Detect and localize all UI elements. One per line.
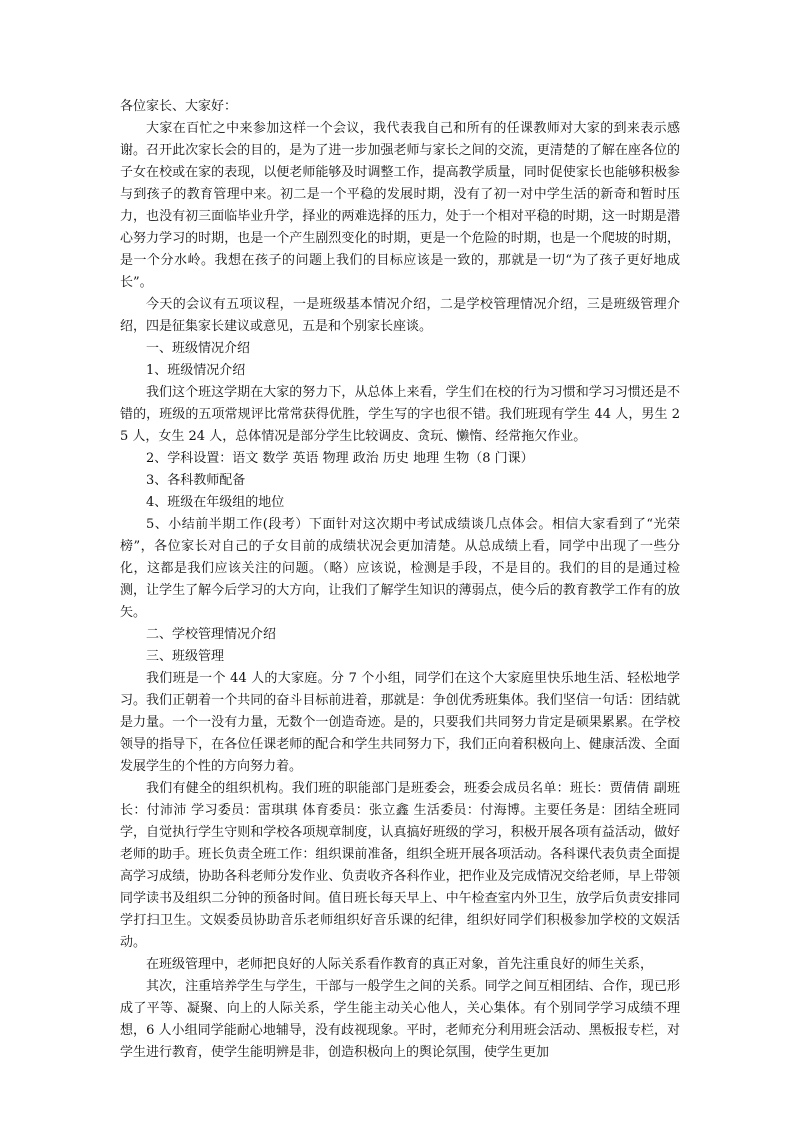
subheading-teachers: 3、各科教师配备 [146, 473, 246, 488]
class-family-paragraph: 我们班是一个 44 人的大家庭。分 7 个小组，同学们在这个大家庭里快乐地生活、轻松地学习。我们正朝着一个共同的奋斗目标前进着，那就是：争创优秀班集体。我们坚信一句话：团结就是力量。一个一没有力量，无数个一创造奇迹。是的，只要我们共同努力肯定是硕果累累。在学校领导的指导下，在各位任课老师的配合和学生共同努力下，我们正向着积极向上、健康活泼、全面发展学生的个性的方向努力着。 [120, 671, 680, 774]
salutation: 各位家长、大家好： [120, 99, 238, 114]
organization-paragraph: 我们有健全的组织机构。我们班的职能部门是班委会，班委会成员名单：班长：贾倩倩 副班长：付沛沛 学习委员：雷琪琪 体育委员：张立鑫 生活委员：付海博。主要任务是：团结全班同学，自觉执行学生守则和学校各项规章制度，认真搞好班级的学习，积极开展各项有益活动，做好老师的助手。班长负责全班工作：组织课前准备，组织全班开展各项活动。各科课代表负责全面提高学习成绩，协助各科老师分发作业、负责收齐各科作业，把作业及完成情况交给老师，早上带领同学读书及组织二分钟的预备时间。值日班长每天早上、中午检查室内外卫生，放学后负责安排同学打扫卫生。文娱委员协助音乐老师组织好音乐课的纪律，组织好同学们积极参加学校的文娱活动。 [120, 781, 680, 950]
subject-list: 2、学科设置：语文 数学 英语 物理 政治 历史 地理 生物（8 门课） [146, 451, 534, 466]
subheading-grade-rank: 4、班级在年级组的地位 [146, 495, 285, 510]
midterm-summary-paragraph: 5、小结前半期工作(段考）下面针对这次期中考试成绩谈几点体会。相信大家看到了“光荣榜”，各位家长对自己的子女目前的成绩状况会更加清楚。从总成绩上看，同学中出现了一些分化，这都是我们应该关注的问题。（略）应该说，检测是手段，不是目的。我们的目的是通过检测，让学生了解今后学习的大方向，让我们了解学生知识的薄弱点，使今后的教育教学工作有的放矢。 [120, 517, 680, 620]
section-heading-school-management: 二、学校管理情况介绍 [146, 627, 277, 642]
opening-paragraph: 大家在百忙之中来参加这样一个会议，我代表我自己和所有的任课教师对大家的到来表示感谢。召开此次家长会的目的，是为了进一步加强老师与家长之间的交流，更清楚的了解在座各位的子女在校或在家的表现，以便老师能够及时调整工作，提高教学质量，同时促使家长也能够积极参与到孩子的教育管理中来。初二是一个平稳的发展时期，没有了初一对中学生活的新奇和暂时压力，也没有初三面临毕业升学，择业的两难选择的压力，处于一个相对平稳的时期，这一时期是潜心努力学习的时期，也是一个产生剧烈变化的时期，更是一个危险的时期，也是一个爬坡的时期，是一个分水岭。我想在孩子的问题上我们的目标应该是一致的，那就是一切“为了孩子更好地成长”。 [120, 121, 680, 290]
relationship-paragraph-start: 在班级管理中，老师把良好的人际关系看作教育的真正对象，首先注重良好的师生关系， [146, 957, 654, 972]
document-body [120, 96, 680, 1064]
section-heading-class-management: 三、班级管理 [146, 649, 225, 664]
agenda-paragraph: 今天的会议有五项议程，一是班级基本情况介绍，二是学校管理情况介绍，三是班级管理介绍，四是征集家长建议或意见，五是和个别家长座谈。 [120, 297, 680, 334]
relationship-paragraph-continued: 其次，注重培养学生与学生，干部与一般学生之间的关系。同学之间互相团结、合作，现已形成了平等、凝聚、向上的人际关系，学生能主动关心他人，关心集体。有个别同学学习成绩不理想，6 人小组同学能耐心地辅导，没有歧视现象。平时，老师充分利用班会活动、黑板报专栏，对学生进行教育，使学生能明辨是非，创造积极向上的舆论氛围，使学生更加 [120, 979, 680, 1060]
subheading-class-info: 1、班级情况介绍 [146, 363, 246, 378]
class-info-paragraph: 我们这个班这学期在大家的努力下，从总体上来看，学生们在校的行为习惯和学习习惯还是不错的，班级的五项常规评比常常获得优胜，学生写的字也很不错。我们班现有学生 44 人，男生 25 人，女生 24 人，总体情况是部分学生比较调皮、贪玩、懒惰、经常拖欠作业。 [120, 385, 680, 444]
section-heading-class-info: 一、班级情况介绍 [146, 341, 251, 356]
